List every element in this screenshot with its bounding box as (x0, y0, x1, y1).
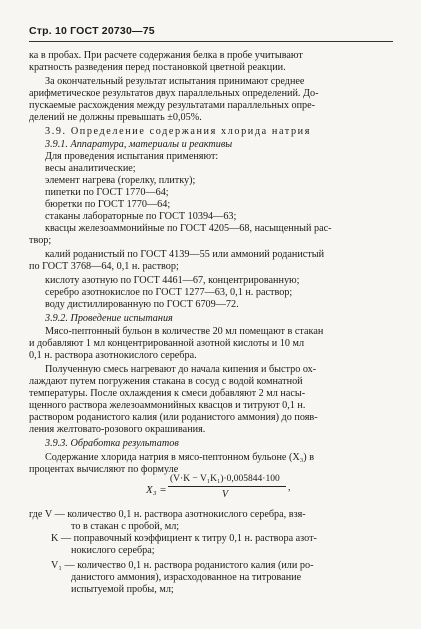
text-line: ления желтовато-розового окрашивания. (29, 424, 206, 435)
text-line: 3.9.1. Аппаратура, материалы и реактивы (45, 139, 233, 150)
formula-comma: , (288, 482, 291, 493)
text-line: то в стакан с пробой, мл; (71, 521, 180, 532)
text-line: пипетки по ГОСТ 1770—64; (45, 187, 169, 198)
text-line: данистого аммония), израсходованное на титрование (71, 572, 302, 583)
text-line: весы аналитические; (45, 163, 136, 174)
text-line: калий роданистый по ГОСТ 4139—55 или аммоний роданистый (45, 249, 325, 260)
text-line: раствором роданистого калия (или роданистого аммония) до появ- (29, 412, 318, 423)
formula-fraction-bar (168, 486, 286, 487)
text-line: 3.9. Определение содержания хлорида натрия (45, 126, 312, 137)
formula-denominator: V (222, 489, 229, 500)
text-line: 0,1 н. раствора азотнокислого серебра. (29, 350, 197, 361)
text-line: щенного раствора железоаммонийных квасцов и титруют 0,1 н. (29, 400, 306, 411)
formula-lhs: X₃ = (146, 484, 167, 496)
text-line: испытуемой пробы, мл; (71, 584, 174, 595)
text-line: Мясо-пептонный бульон в количестве 20 мл помещают в стакан (45, 326, 324, 337)
text-line: V₁ — количество 0,1 н. раствора роданистого калия (или ро- (51, 560, 314, 571)
text-line: стаканы лабораторные по ГОСТ 10394—63; (45, 211, 237, 222)
text-line: ка в пробах. При расчете содержания белка в пробе учитывают (29, 50, 303, 61)
text-line: квасцы железоаммонийные по ГОСТ 4205—68, насыщенный рас- (45, 223, 332, 234)
text-line: За окончательный результат испытания принимают среднее (45, 76, 305, 87)
text-line: температуры. После охлаждения к смеси добавляют 2 мл насы- (29, 388, 306, 399)
text-line: воду дистиллированную по ГОСТ 6709—72. (45, 299, 239, 310)
text-line: бюретки по ГОСТ 1770—64; (45, 199, 171, 210)
text-line: серебро азотнокислое по ГОСТ 1277—63, 0,1 н. раствор; (45, 287, 293, 298)
page-header: Стр. 10 ГОСТ 20730—75 (29, 25, 155, 37)
text-line: Содержание хлорида натрия в мясо-пептонном бульоне (X₃) в (45, 452, 315, 463)
text-line: кратность разведения перед постановкой цветной реакции. (29, 62, 286, 73)
text-line: где V — количество 0,1 н. раствора азотнокислого серебра, взя- (29, 509, 306, 520)
text-line: лаждают путем погружения стакана в сосуд с водой комнатной (29, 376, 303, 387)
text-line: твор; (29, 235, 52, 246)
text-line: 3.9.2. Проведение испытания (45, 313, 173, 324)
text-line: пускаемые расхождения между результатами параллельных опре- (29, 100, 316, 111)
text-line: нокислого серебра; (71, 545, 155, 556)
text-line: K — поправочный коэффициент к титру 0,1 н. раствора азот- (51, 533, 317, 544)
text-line: элемент нагрева (горелку, плитку); (45, 175, 196, 186)
header-rule (29, 41, 393, 42)
sodium-chloride-formula (146, 474, 296, 510)
formula-numerator: (V·K − V₁K₁)·0,005844·100 (170, 474, 280, 484)
text-line: кислоту азотную по ГОСТ 4461—67, концентрированную; (45, 275, 300, 286)
text-line: по ГОСТ 3768—64, 0,1 н. раствор; (29, 261, 179, 272)
text-line: и добавляют 1 мл концентрированной азотной кислоты и 10 мл (29, 338, 305, 349)
text-line: делений не должны превышать ±0,05%. (29, 112, 202, 123)
text-line: 3.9.3. Обработка результатов (45, 438, 179, 449)
text-line: Полученную смесь нагревают до начала кипения и быстро ох- (45, 364, 317, 375)
text-line: арифметическое результатов двух параллельных определений. До- (29, 88, 319, 99)
text-line: Для проведения испытания применяют: (45, 151, 219, 162)
text-line: процентах вычисляют по формуле (29, 464, 179, 475)
